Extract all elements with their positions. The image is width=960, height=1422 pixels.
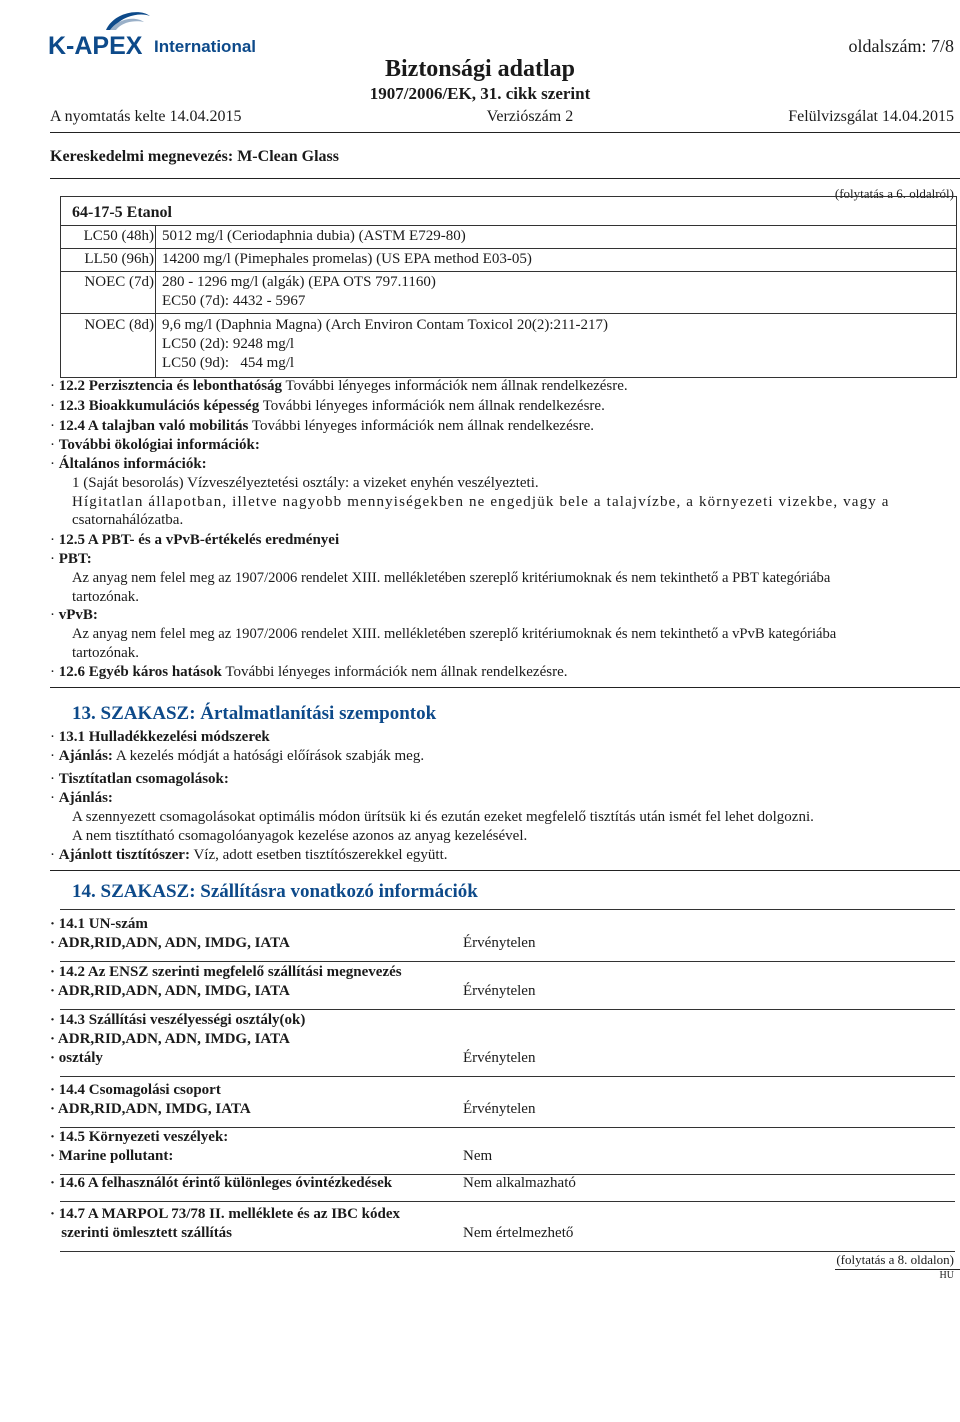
table-row-value: LC50 (2d): 9248 mg/l [162, 336, 295, 352]
advice2-text: A nem tisztítható csomagolóanyagok kezelése azonos az anyag kezelésével. [72, 828, 528, 844]
transport-label: · 14.6 A felhasználót érintő különleges óvintézkedések [50, 1175, 393, 1191]
advice-line: · Ajánlás: A kezelés módját a hatósági előírások szabják meg. [50, 748, 425, 764]
general-info-line: Hígitatlan állapotban, illetve nagyobb mennyiségekben ne engedjük bele a talajvízbe, a környezeti vizekbe, vagy a [72, 494, 890, 510]
document-meta [50, 108, 954, 126]
transport-label: · 14.2 Az ENSZ szerinti megfelelő szállítási megnevezés [50, 964, 402, 980]
logo-swoosh-icon [48, 6, 293, 58]
table-row-value: EC50 (7d): 4432 - 5967 [162, 293, 306, 309]
general-info-line: 1 (Saját besorolás) Vízveszélyeztetési osztály: a vizeket enyhén veszélyezteti. [72, 475, 539, 491]
svg-text:International: International [154, 37, 257, 56]
transport-label: · 14.7 A MARPOL 73/78 II. melléklete és az IBC kódex [50, 1206, 400, 1222]
page-number: oldalszám: 7/8 [848, 36, 954, 56]
pbt-text: Az anyag nem felel meg az 1907/2006 rendelet XIII. mellékletében szereplő kritériumoknak és nem tekinthető a PBT kategóriába [72, 570, 831, 586]
print-date: A nyomtatás kelte 14.04.2015 [50, 108, 242, 125]
trade-name: Kereskedelmi megnevezés: M-Clean Glass [50, 148, 339, 165]
uncleaned-packaging-heading: · Tisztítatlan csomagolások: [50, 771, 229, 787]
section-divider [50, 687, 960, 688]
section-divider [50, 870, 960, 871]
language-code: HU [939, 1270, 954, 1281]
general-info-line: csatornahálózatba. [72, 512, 184, 528]
table-row-value: 9,6 mg/l (Daphnia Magna) (Arch Environ Contam Toxicol 20(2):211-217) [162, 317, 608, 333]
transport-label: · osztály [50, 1050, 103, 1066]
vpvb-text: Az anyag nem felel meg az 1907/2006 rendelet XIII. mellékletében szereplő kritériumoknak és nem tekinthető a vPvB kategóriába [72, 626, 837, 642]
transport-value: Érvénytelen [463, 935, 536, 951]
transport-value: Érvénytelen [463, 1050, 536, 1066]
table-row-value: 14200 mg/l (Pimephales promelas) (US EPA method E03-05) [162, 251, 532, 267]
transport-label: · ADR,RID,ADN, ADN, IMDG, IATA [50, 983, 290, 999]
section-14-title: 14. SZAKASZ: Szállításra vonatkozó információk [72, 881, 478, 902]
table-row-value: 5012 mg/l (Ceriodaphnia dubia) (ASTM E729-80) [162, 228, 466, 244]
table-row-label: LC50 (48h) [83, 228, 154, 244]
table-divider [60, 225, 957, 226]
transport-value: Nem alkalmazható [463, 1175, 576, 1191]
company-logo [48, 6, 293, 58]
version: Verziószám 2 [486, 108, 574, 125]
transport-label: · 14.5 Környezeti veszélyek: [50, 1129, 229, 1145]
continued-to: (folytatás a 8. oldalon) [836, 1252, 954, 1267]
transport-label: · ADR,RID,ADN, IMDG, IATA [50, 1101, 251, 1117]
logo-text: K-APEX [48, 32, 143, 58]
eco-info-heading: · További ökológiai információk: [50, 437, 260, 453]
table-row-label: NOEC (8d) [84, 317, 154, 333]
table-row-label: LL50 (96h) [84, 251, 154, 267]
section-14-top [60, 909, 955, 910]
other-effects-line: · 12.6 Egyéb káros hatások További lényeges információk nem állnak rendelkezésre. [50, 664, 568, 680]
document-subtitle: 1907/2006/EK, 31. cikk szerint [369, 84, 591, 103]
trade-divider [50, 178, 960, 179]
pbt-text: tartozónak. [72, 589, 140, 605]
transport-label: · ADR,RID,ADN, ADN, IMDG, IATA [50, 935, 290, 951]
substance-name: 64-17-5 Etanol [72, 204, 172, 221]
section-13-title: 13. SZAKASZ: Ártalmatlanítási szempontok [72, 703, 437, 724]
cleaner-line: · Ajánlott tisztítószer: Víz, adott esetben tisztítószerekkel együtt. [50, 847, 448, 863]
header-divider [50, 132, 960, 133]
general-info-heading: · Általános információk: [50, 456, 207, 472]
transport-label: · 14.4 Csomagolási csoport [50, 1082, 221, 1098]
transport-value: Érvénytelen [463, 1101, 536, 1117]
table-row-value: LC50 (9d): 454 mg/l [162, 355, 295, 371]
vpvb-text: tartozónak. [72, 645, 140, 661]
row-divider [60, 248, 957, 249]
transport-label: · Marine pollutant: [50, 1148, 174, 1164]
document-title: Biztonsági adatlap [384, 56, 576, 82]
continued-from: (folytatás a 6. oldalról) [834, 186, 954, 201]
pbt-heading: · 12.5 A PBT- és a vPvB-értékelés eredményei [50, 532, 340, 548]
mobility-line: · 12.4 A talajban való mobilitás További lényeges információk nem állnak rendelkezésre. [50, 418, 594, 434]
transport-label: · 14.3 Szállítási veszélyességi osztály(ok) [50, 1012, 306, 1028]
transport-label: szerinti ömlesztett szállítás [50, 1225, 233, 1241]
transport-value: Nem értelmezhető [463, 1225, 574, 1241]
transport-label: · 14.1 UN-szám [50, 916, 148, 932]
transport-value: Érvénytelen [463, 983, 536, 999]
row-divider [60, 313, 957, 314]
vpvb-label: · vPvB: [50, 607, 98, 623]
advice2-text: A szennyezett csomagolásokat optimális módon ürítsük ki és ezután ezeket megfelelő tisztítás után ismét fel lehet dolgozni. [72, 809, 814, 825]
pbt-label: · PBT: [50, 551, 92, 567]
table-row-label: NOEC (7d) [84, 274, 154, 290]
advice2-heading: · Ajánlás: [50, 790, 113, 806]
waste-method-heading: · 13.1 Hulladékkezelési módszerek [50, 729, 270, 745]
transport-label: · ADR,RID,ADN, ADN, IMDG, IATA [50, 1031, 290, 1047]
transport-value: Nem [463, 1148, 493, 1164]
revision-date: Felülvizsgálat 14.04.2015 [788, 108, 954, 125]
bioaccumulation-line: · 12.3 Bioakkumulációs képesség További lényeges információk nem állnak rendelkezésre. [50, 398, 605, 414]
row-divider [60, 271, 957, 272]
persistence-line: · 12.2 Perzisztencia és lebonthatóság További lényeges információk nem állnak rendelkezésre. [50, 378, 628, 394]
table-row-value: 280 - 1296 mg/l (algák) (EPA OTS 797.1160) [162, 274, 436, 290]
